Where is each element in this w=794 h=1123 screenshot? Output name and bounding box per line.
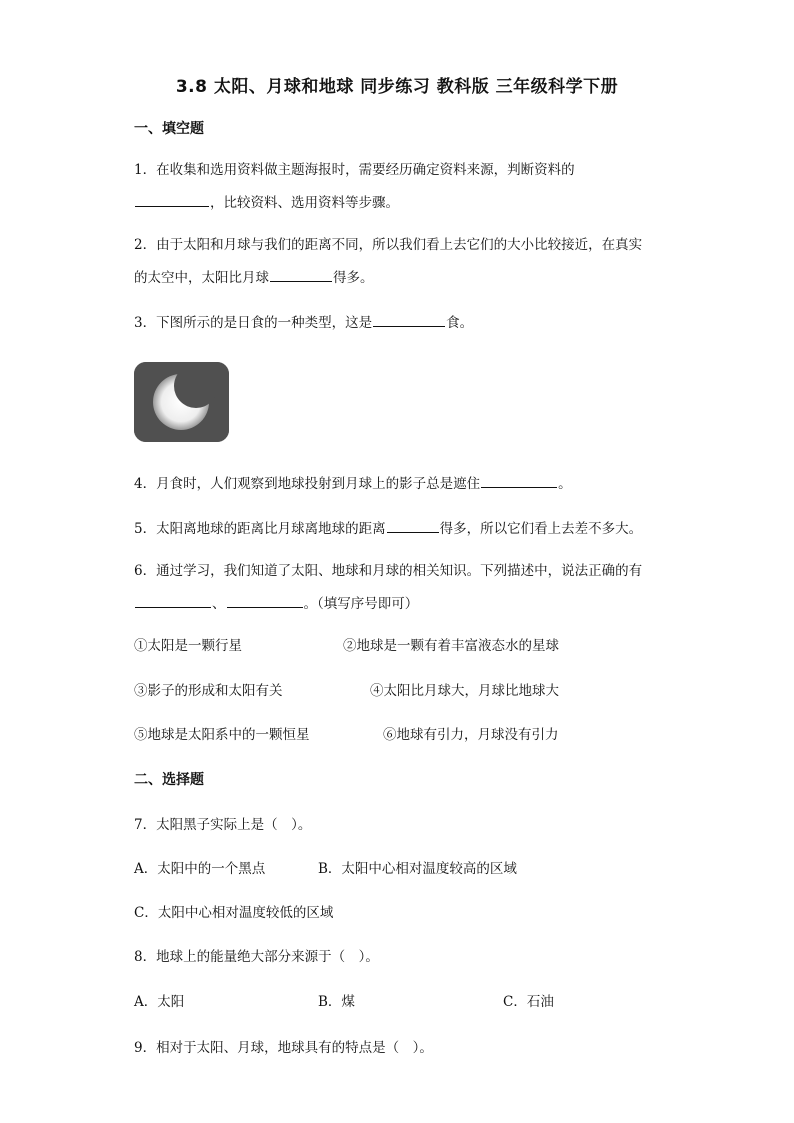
answer-blank[interactable]	[135, 594, 211, 608]
question-4	[134, 474, 572, 492]
question-2-text-end: 得多。	[333, 270, 374, 286]
question-3	[134, 313, 473, 331]
question-8-option-a[interactable]: A．太阳	[134, 994, 185, 1010]
question-8-option-c[interactable]: C．石油	[503, 994, 554, 1010]
question-7-option-b[interactable]: B．太阳中心相对温度较高的区域	[318, 861, 517, 877]
question-6-line1: 6．通过学习，我们知道了太阳、地球和月球的相关知识。下列描述中，说法正确的有	[134, 563, 643, 579]
question-1-line2	[134, 193, 399, 211]
partial-solar-eclipse-icon	[134, 362, 229, 442]
question-3-text-end: 食。	[446, 315, 474, 331]
question-8-option-b[interactable]: B．煤	[318, 994, 355, 1010]
question-5	[134, 519, 642, 537]
option-3: ③影子的形成和太阳有关	[134, 683, 283, 699]
question-2-line1: 2．由于太阳和月球与我们的距离不同，所以我们看上去它们的大小比较接近，在真实	[134, 237, 643, 253]
separator: 、	[212, 596, 226, 612]
question-7-stem: 7．太阳黑子实际上是（ ）。	[134, 817, 312, 833]
option-6: ⑥地球有引力，月球没有引力	[383, 727, 559, 743]
answer-blank[interactable]	[227, 594, 303, 608]
page-title: 3.8 太阳、月球和地球 同步练习 教科版 三年级科学下册	[175, 77, 619, 97]
answer-blank[interactable]	[481, 474, 557, 488]
option-2: ②地球是一颗有着丰富液态水的星球	[343, 638, 559, 654]
question-6-text-end: 。（填写序号即可）	[303, 596, 419, 612]
question-1-text: ，比较资料、选用资料等步骤。	[210, 195, 399, 211]
question-9-stem: 9．相对于太阳、月球，地球具有的特点是（ ）。	[134, 1040, 433, 1056]
question-2-text: 的太空中，太阳比月球	[134, 270, 269, 286]
question-6-line2	[134, 594, 418, 612]
answer-blank[interactable]	[135, 193, 209, 207]
answer-blank[interactable]	[387, 519, 439, 533]
question-4-text: 4．月食时，人们观察到地球投射到月球上的影子总是遮住	[134, 476, 481, 492]
option-4: ④太阳比月球大，月球比地球大	[370, 683, 559, 699]
question-7-option-a[interactable]: A．太阳中的一个黑点	[134, 861, 266, 877]
question-7-option-c[interactable]: C．太阳中心相对温度较低的区域	[134, 905, 334, 921]
question-5-text-end: 得多，所以它们看上去差不多大。	[439, 521, 643, 537]
question-1-line1: 1．在收集和选用资料做主题海报时，需要经历确定资料来源，判断资料的	[134, 162, 575, 178]
question-8-stem: 8．地球上的能量绝大部分来源于（ ）。	[134, 949, 379, 965]
section-heading-choice: 二、选择题	[134, 772, 204, 788]
option-5: ⑤地球是太阳系中的一颗恒星	[134, 727, 310, 743]
question-2-line2	[134, 268, 374, 286]
answer-blank[interactable]	[270, 268, 332, 282]
question-4-text-end: 。	[558, 476, 572, 492]
option-1: ①太阳是一颗行星	[134, 638, 242, 654]
question-5-text: 5．太阳离地球的距离比月球离地球的距离	[134, 521, 386, 537]
answer-blank[interactable]	[373, 313, 445, 327]
section-heading-fill-in: 一、填空题	[134, 121, 204, 137]
question-3-text: 3．下图所示的是日食的一种类型，这是	[134, 315, 373, 331]
moon-disc	[174, 364, 218, 408]
